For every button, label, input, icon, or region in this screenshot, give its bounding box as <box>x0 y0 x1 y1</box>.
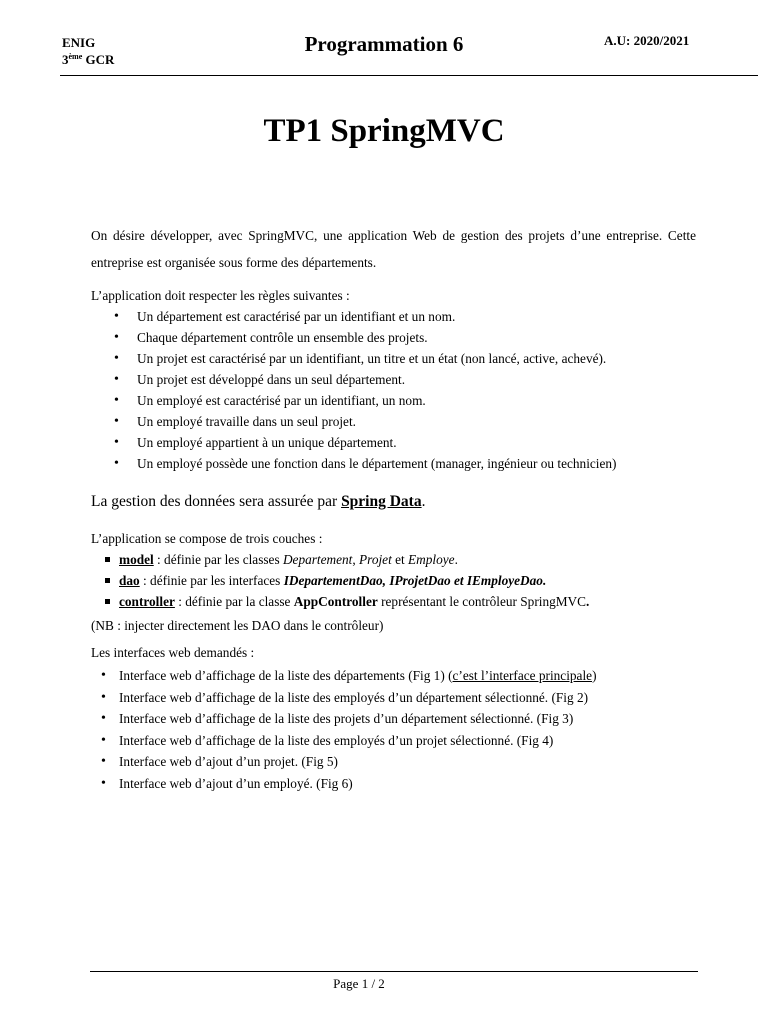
rules-list <box>91 306 696 474</box>
layer-dao <box>91 570 696 591</box>
course-title: Programmation 6 <box>304 32 464 56</box>
main-interface-note: c’est l’interface principale <box>452 668 593 683</box>
layer-text: : définie par les interfaces <box>139 573 284 588</box>
page-number: Page 1 / 2 <box>333 976 385 991</box>
intro-paragraph: On désire développer, avec SpringMVC, une application Web de gestion des projets d’une entreprise. Cette entreprise est organisée sous forme des départements. <box>91 228 696 270</box>
interfaces-list <box>91 665 696 794</box>
data-management-text: La gestion des données sera assurée par <box>91 493 342 510</box>
list-item: • Chaque département contrôle un ensemble des projets. <box>91 327 696 348</box>
interfaces-intro: Les interfaces web demandés : <box>91 645 255 660</box>
layers-intro: L’application se compose de trois couches : <box>91 531 323 546</box>
list-item: • Interface web d’affichage de la liste des employés d’un département sélectionné. (Fig 2) <box>91 687 696 709</box>
data-management-end: . <box>421 493 426 510</box>
interface-names: IDepartementDao, IProjetDao et IEmployeDao. <box>283 573 547 588</box>
list-item <box>91 665 696 687</box>
nb-note: (NB : injecter directement les DAO dans le contrôleur) <box>91 618 384 633</box>
separator: et <box>391 552 409 567</box>
list-item: • Interface web d’affichage de la liste des employés d’un projet sélectionné. (Fig 4) <box>91 730 696 752</box>
level-number: 3 <box>62 52 69 67</box>
separator: , <box>352 552 360 567</box>
list-item: • Interface web d’affichage de la liste des projets d’un département sélectionné. (Fig 3) <box>91 708 696 730</box>
list-item: • Interface web d’ajout d’un employé. (Fig 6) <box>91 773 696 795</box>
class-name: Projet <box>359 552 392 567</box>
layer-text: : définie par la classe <box>174 594 294 609</box>
list-item: • Un employé travaille dans un seul projet. <box>91 411 696 432</box>
layer-model <box>91 549 696 570</box>
list-item: • Un employé est caractérisé par un identifiant, un nom. <box>91 390 696 411</box>
layers-list <box>91 549 696 612</box>
level-program: GCR <box>82 52 115 67</box>
class-name: Departement <box>282 552 353 567</box>
academic-year: A.U: 2020/2021 <box>604 33 690 48</box>
data-management-line <box>91 490 696 514</box>
footer-divider <box>90 971 698 972</box>
separator: . <box>586 594 590 609</box>
list-item: • Un projet est développé dans un seul département. <box>91 369 696 390</box>
class-name: AppController <box>293 594 378 609</box>
layer-name: controller <box>119 594 175 609</box>
list-item: • Un département est caractérisé par un identifiant et un nom. <box>91 306 696 327</box>
interface-text: Interface web d’affichage de la liste des départements (Fig 1) ( <box>119 668 453 683</box>
school-name: ENIG <box>62 35 96 50</box>
list-item: • Interface web d’ajout d’un projet. (Fig 5) <box>91 751 696 773</box>
layer-name: model <box>119 552 154 567</box>
spring-data-term: Spring Data <box>341 493 422 510</box>
interface-text-end: ) <box>592 668 597 683</box>
separator: . <box>454 552 458 567</box>
rules-intro: L’application doit respecter les règles suivantes : <box>91 288 350 303</box>
page-title: TP1 SpringMVC <box>263 113 505 149</box>
class-name: Employe <box>408 552 455 567</box>
layer-text: : définie par les classes <box>153 552 283 567</box>
layer-name: dao <box>119 573 140 588</box>
layer-text: représentant le contrôleur SpringMVC <box>377 594 587 609</box>
list-item: • Un employé possède une fonction dans le département (manager, ingénieur ou technicien) <box>91 453 696 474</box>
document-body <box>91 222 696 794</box>
list-item: • Un employé appartient à un unique département. <box>91 432 696 453</box>
layer-controller <box>91 591 696 612</box>
list-item: • Un projet est caractérisé par un identifiant, un titre et un état (non lancé, active, achevé). <box>91 348 696 369</box>
header-divider <box>60 75 758 76</box>
level-superscript: ème <box>68 52 83 61</box>
